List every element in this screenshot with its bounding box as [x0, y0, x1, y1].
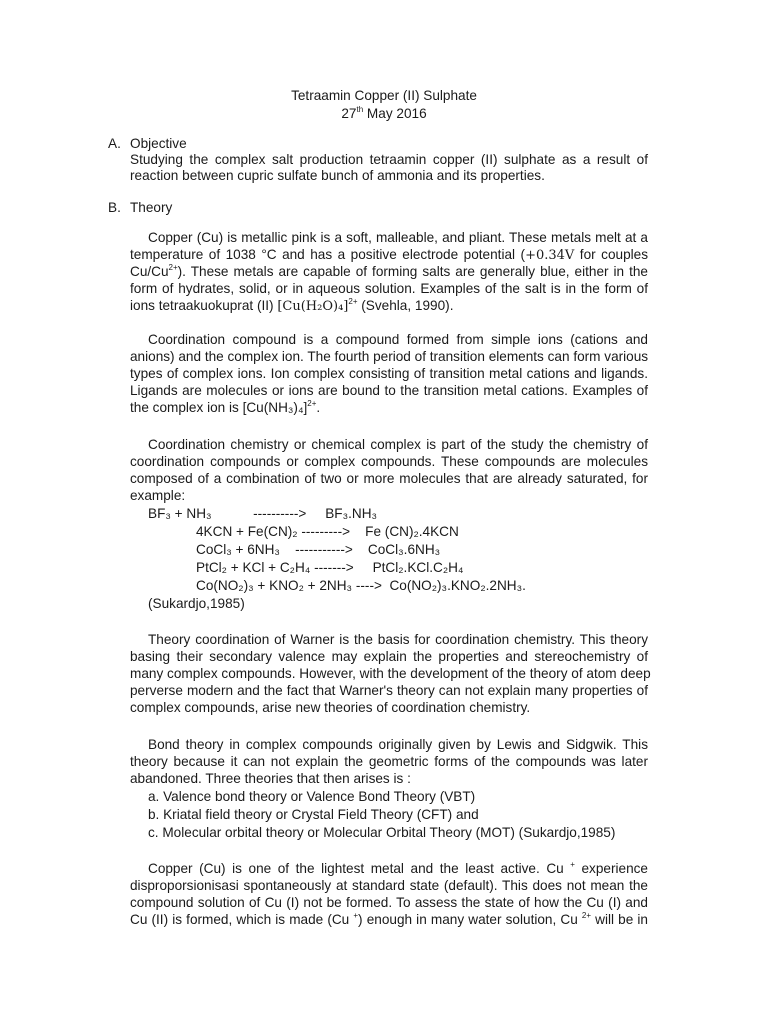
- document-date: [0, 105, 768, 123]
- paragraph-line: Coordination compound is a compound formed from simple ions (cations and: [148, 332, 648, 347]
- paragraph-line: complex compounds, arise new theories of coordination chemistry.: [130, 700, 531, 715]
- paragraph-line: Copper (Cu) is one of the lightest metal and the least active. Cu + experience: [148, 860, 648, 876]
- section-a-letter: A.: [108, 136, 121, 151]
- reaction-equation: CoCl₃ + 6NH₃ -----------> CoCl₃.6NH₃: [196, 542, 441, 557]
- paragraph-line: compound solution of Cu (I) not be formed. To assess the state of how the Cu (I) and: [130, 895, 648, 910]
- paragraph-line: anions) and the complex ion. The fourth period of transition elements can form various: [130, 349, 649, 364]
- section-a-heading: Objective: [130, 136, 187, 151]
- reaction-equation: 4KCN + Fe(CN)₂ ---------> Fe (CN)₂.4KCN: [196, 524, 459, 539]
- reaction-equation: BF₃ + NH₃ ----------> BF₃.NH₃: [148, 506, 378, 521]
- paragraph-line: ions tetraakuokuprat (II) $[Cu(H_2O)_4]^{2+}$ (Svehla, 1990).: [130, 297, 454, 314]
- paragraph-line: temperature of 1038 °C and has a positive electrode potential (+0.34V for couples: [130, 247, 649, 263]
- list-item: b. Kriatal field theory or Crystal Field Theory (CFT) and: [148, 807, 479, 822]
- paragraph-line: coordination compounds or complex compounds. These compounds are molecules: [130, 454, 648, 469]
- objective-line: reaction between cupric sulfate bunch of ammonia and its properties.: [130, 168, 545, 183]
- list-item: a. Valence bond theory or Valence Bond Theory (VBT): [148, 789, 476, 804]
- date-superscript: th: [356, 105, 364, 114]
- paragraph-line: basing their secondary valence may explain the properties and stereochemistry of: [130, 649, 648, 664]
- paragraph-line: disproporsionisasi spontaneously at standard state (default). This does not mean the: [130, 878, 648, 893]
- objective-line: Studying the complex salt production tetraamin copper (II) sulphate as a result of: [130, 152, 648, 167]
- paragraph-line: types of complex ions. Ion complex consisting of transition metal cations and ligands.: [130, 366, 648, 381]
- paragraph-line: Cu (II) is formed, which is made (Cu +) enough in many water solution, Cu $^{2+}$ will be in: [130, 911, 648, 927]
- paragraph-line: Ligands are molecules or ions are bound to the transition metal cations. Examples of: [130, 383, 648, 398]
- paragraph-line: Copper (Cu) is metallic pink is a soft, malleable, and pliant. These metals melt at a: [148, 230, 648, 245]
- paragraph-line: many complex compounds. However, with the development of the theory of atom deep: [130, 666, 651, 681]
- date-rest: May 2016: [363, 106, 427, 121]
- paragraph-line: composed of a combination of two or more molecules that are already saturated, for: [130, 471, 648, 486]
- paragraph-line: theory because it can not explain the geometric forms of the compounds was later: [130, 754, 648, 769]
- paragraph-line: the complex ion is $[Cu(NH_3)_4]^{2+}$.: [130, 399, 321, 415]
- paragraph-line: abandoned. Three theories that then arises is :: [130, 771, 411, 786]
- paragraph-line: perverse modern and the fact that Warner's theory can not explain many properties of: [130, 683, 648, 698]
- paragraph-line: Bond theory in complex compounds originally given by Lewis and Sidgwik. This: [148, 737, 648, 752]
- citation: (Sukardjo,1985): [148, 596, 245, 611]
- paragraph-line: Theory coordination of Warner is the basis for coordination chemistry. This theory: [148, 632, 648, 647]
- reaction-equation: PtCl₂ + KCl + C₂H₄ -------> PtCl₂.KCl.C₂H₄: [196, 560, 464, 575]
- section-b-heading: Theory: [130, 200, 173, 215]
- paragraph-line: $Cu/Cu^{2+}$). These metals are capable of forming salts are generally blue, either in the: [130, 263, 648, 279]
- reaction-equation: Co(NO₂)₃ + KNO₂ + 2NH₃ ----> Co(NO₂)₃.KNO₂.2NH₃.: [196, 578, 526, 593]
- paragraph-line: example:: [130, 488, 186, 503]
- paragraph-line: form of hydrates, solid, or in aqueous solution. Examples of the salt is in the form of: [130, 281, 648, 296]
- paragraph-line: Coordination chemistry or chemical complex is part of the study the chemistry of: [148, 437, 648, 452]
- section-b-letter: B.: [108, 200, 121, 215]
- list-item: c. Molecular orbital theory or Molecular Orbital Theory (MOT) (Sukardjo,1985): [148, 825, 616, 840]
- date-day: 27: [341, 106, 357, 121]
- document-title: Tetraamin Copper (II) Sulphate: [291, 88, 477, 103]
